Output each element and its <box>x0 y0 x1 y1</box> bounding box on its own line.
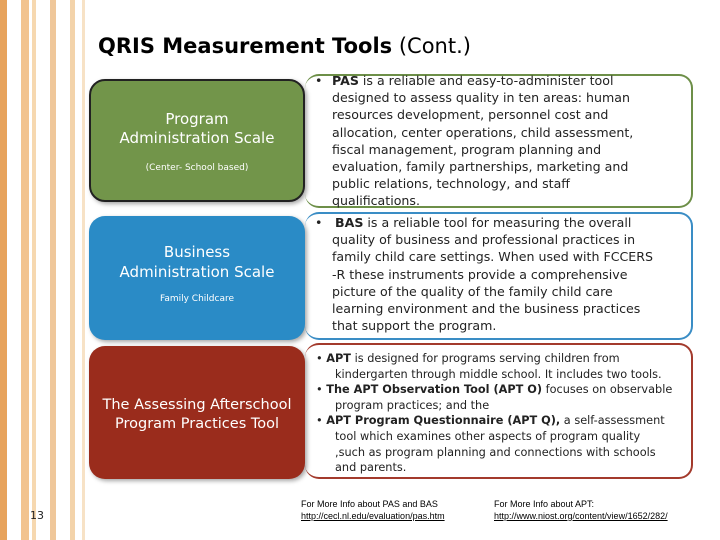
pas-line: is a reliable and easy-to-administer tool <box>358 73 614 88</box>
bas-line: quality of business and professional practices in <box>332 232 636 248</box>
pas-line: qualifications. <box>332 193 420 209</box>
pas-box-subtitle: (Center- School based) <box>145 163 249 173</box>
slide-title-rest: (Cont.) <box>392 34 471 58</box>
pas-bas-info-link[interactable]: http://cecl.nl.edu/evaluation/pas.htm <box>301 511 445 521</box>
apt-line: program practices; and the <box>335 398 490 412</box>
pas-description-panel <box>305 74 693 208</box>
slide-title <box>98 34 471 58</box>
apt-q-bold: APT Program Questionnaire (APT Q), <box>326 414 561 428</box>
apt-line: tool which examines other aspects of program quality <box>335 429 641 443</box>
apt-description-panel <box>305 343 693 479</box>
decorative-stripe <box>50 0 56 540</box>
bas-line: -R these instruments provide a comprehensive <box>332 266 628 282</box>
bas-line: picture of the quality of the family child care <box>332 283 613 299</box>
pas-bold: PAS <box>332 73 359 88</box>
decorative-stripe <box>0 0 7 540</box>
apt-line: kindergarten through middle school. It includes two tools. <box>335 367 662 381</box>
pas-line: fiscal management, program planning and <box>332 141 602 157</box>
bullet: • <box>315 215 323 230</box>
pas-line: allocation, center operations, child assessment, <box>332 124 634 140</box>
apt-info-label: For More Info about APT: <box>494 499 595 509</box>
bas-tool-box <box>89 216 305 340</box>
apt-info <box>494 498 668 522</box>
pas-bas-info-label: For More Info about PAS and BAS <box>301 499 438 509</box>
pas-line: public relations, technology, and staff <box>332 176 570 192</box>
decorative-stripe <box>21 0 29 540</box>
pas-line: designed to assess quality in ten areas: human <box>332 90 630 106</box>
bas-line: is a reliable tool for measuring the overall <box>363 215 632 230</box>
bas-line: learning environment and the business practices <box>332 301 641 317</box>
decorative-stripe <box>70 0 75 540</box>
pas-line: evaluation, family partnerships, marketing and <box>332 159 629 175</box>
pas-description <box>315 72 633 210</box>
pas-box-line1: Program <box>165 110 229 128</box>
apt-line: and parents. <box>335 461 407 475</box>
decorative-stripe <box>82 0 85 540</box>
apt-line: a self-assessment <box>560 414 665 428</box>
bas-bold: BAS <box>335 215 364 230</box>
decorative-stripe <box>32 0 36 540</box>
bullet: • <box>315 73 323 88</box>
apt-box-line2: Program Practices Tool <box>114 416 280 432</box>
bas-description <box>315 214 653 334</box>
apt-box-line1: The Assessing Afterschool <box>102 397 292 413</box>
slide-title-bold: QRIS Measurement Tools <box>98 34 393 58</box>
pas-tool-box <box>89 79 305 202</box>
apt-line: ,such as program planning and connections with schools <box>335 445 656 459</box>
pas-box-line2: Administration Scale <box>119 129 275 147</box>
page-number: 13 <box>30 509 44 522</box>
bas-box-line1: Business <box>163 243 231 261</box>
bas-line: that support the program. <box>332 318 497 334</box>
apt-tool-box <box>89 346 305 479</box>
bas-line: family child care settings. When used with FCCERS <box>332 249 654 265</box>
bas-description-panel <box>305 212 693 340</box>
pas-bas-info <box>301 498 445 522</box>
apt-o-bold: The APT Observation Tool (APT O) <box>326 383 543 397</box>
apt-description: • APT is designed for programs serving children from kindergarten through middle school. It includes two tools. • The APT Observation Tool (APT O) focuses on observable program practices; and the • APT Program Questionnaire (APT Q), a self-assessment tool which examines other aspects of program quality ,such as program planning and connections with schools and parents. <box>316 352 673 475</box>
apt-line: focuses on observable <box>542 383 673 397</box>
apt-line: is designed for programs serving children from <box>351 352 620 365</box>
pas-line: resources development, personnel cost and <box>332 107 609 123</box>
bas-box-subtitle: Family Childcare <box>159 294 235 304</box>
apt-info-link[interactable]: http://www.niost.org/content/view/1652/282/ <box>494 511 668 521</box>
apt-bold: APT <box>326 352 351 365</box>
bas-box-line2: Administration Scale <box>119 263 275 281</box>
